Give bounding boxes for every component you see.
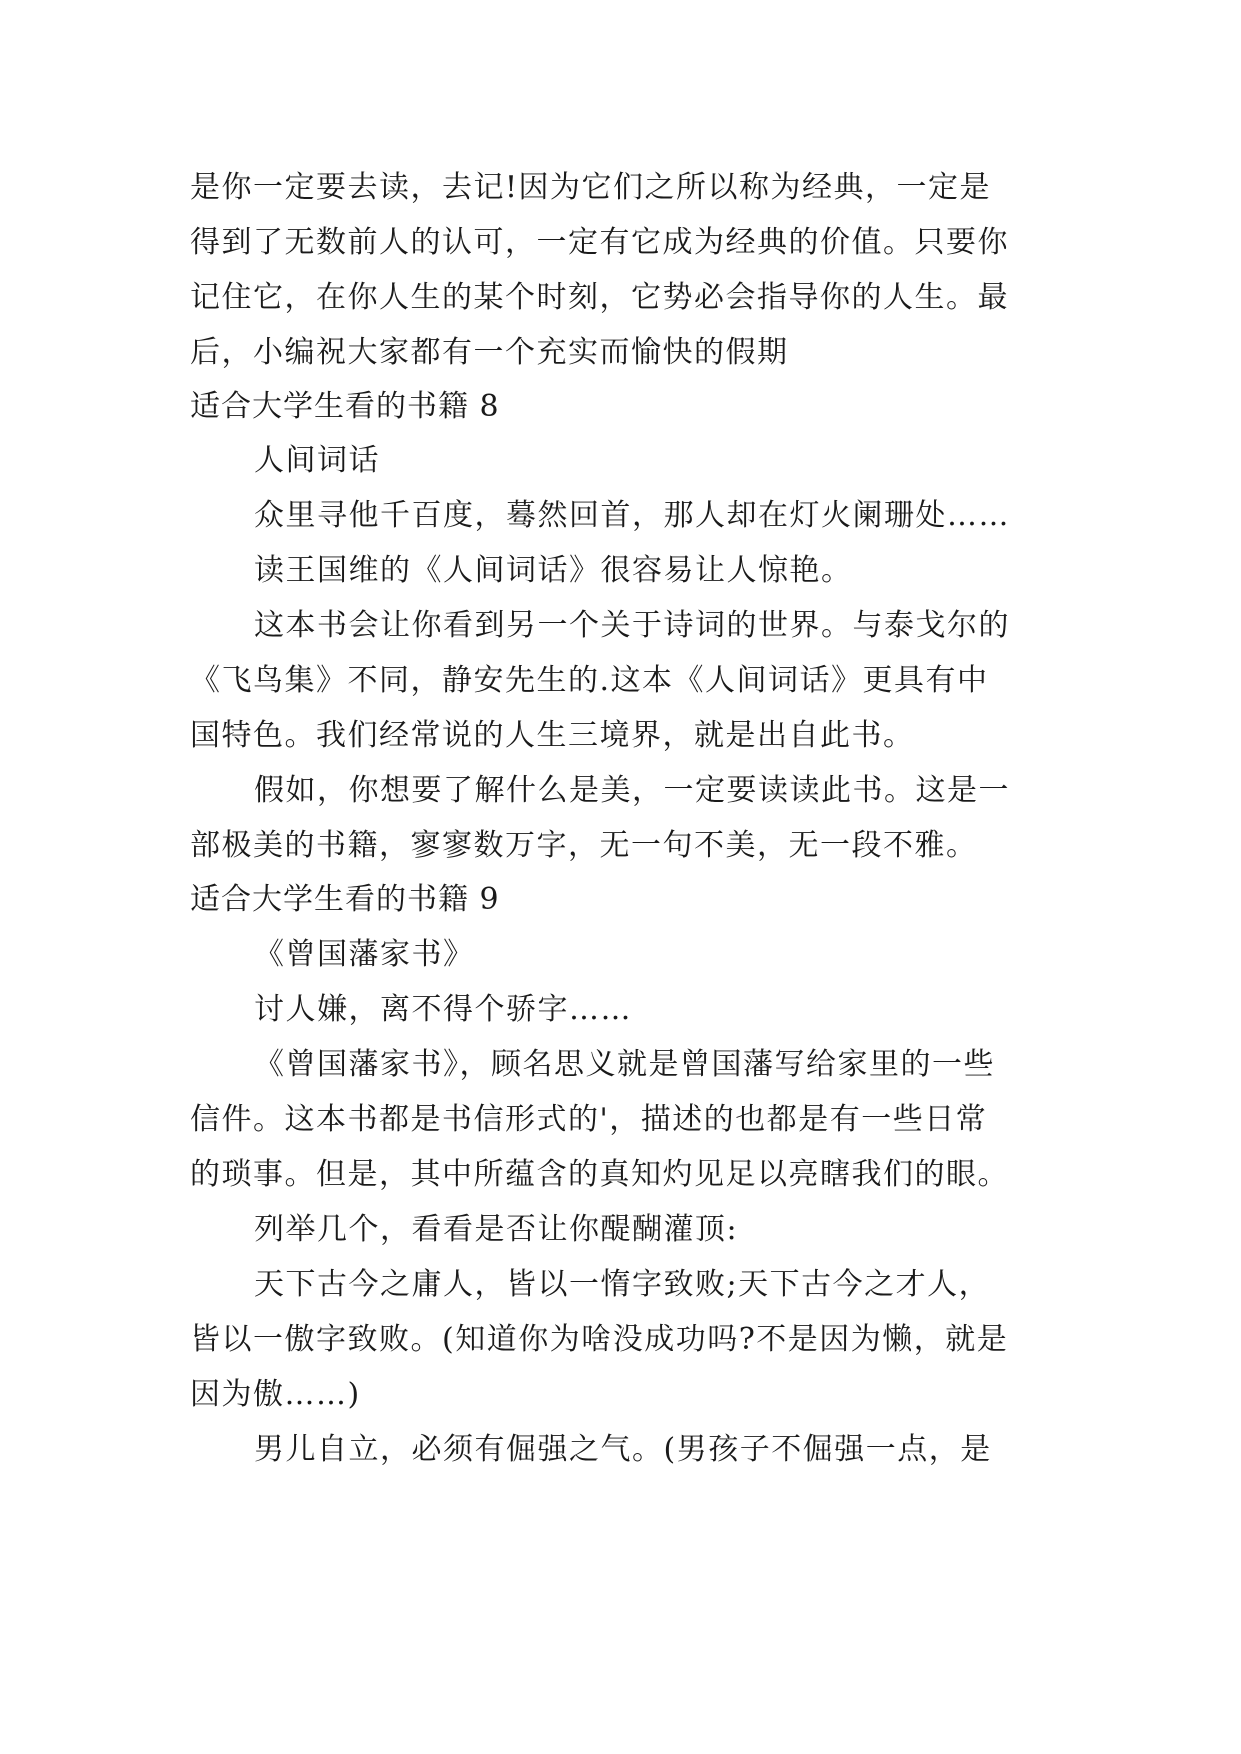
- book-title: 《曾国藩家书》: [254, 937, 475, 972]
- paragraph-line: 《曾国藩家书》，顾名思义就是曾国藩写给家里的一些: [254, 1047, 995, 1082]
- paragraph-line: 记住它，在你人生的某个时刻，它势必会指导你的人生。最: [190, 280, 1009, 315]
- paragraph-line: 国特色。我们经常说的人生三境界，就是出自此书。: [190, 718, 915, 753]
- paragraph-line: 皆以一傲字致败。(知道你为啥没成功吗?不是因为懒，就是: [190, 1322, 1009, 1357]
- section-heading: 适合大学生看的书籍 9: [190, 882, 500, 917]
- paragraph-line: 假如，你想要了解什么是美，一定要读读此书。这是一: [254, 773, 1010, 808]
- paragraph-line: 这本书会让你看到另一个关于诗词的世界。与泰戈尔的: [254, 608, 1010, 643]
- paragraph-line: 后，小编祝大家都有一个充实而愉快的假期: [190, 335, 789, 370]
- paragraph-line: 部极美的书籍，寥寥数万字，无一句不美，无一段不雅。: [190, 828, 978, 863]
- book-title: 人间词话: [254, 443, 380, 478]
- paragraph-line: 因为傲……): [190, 1377, 361, 1412]
- paragraph-line: 《飞鸟集》不同，静安先生的.这本《人间词话》更具有中: [190, 663, 989, 698]
- paragraph-line: 读王国维的《人间词话》很容易让人惊艳。: [254, 553, 853, 588]
- paragraph-line: 众里寻他千百度，蓦然回首，那人却在灯火阑珊处……: [254, 498, 1010, 533]
- paragraph-line: 讨人嫌，离不得个骄字……: [254, 992, 632, 1027]
- paragraph-line: 信件。这本书都是书信形式的'，描述的也都是有一些日常: [190, 1102, 988, 1137]
- paragraph-line: 的琐事。但是，其中所蕴含的真知灼见足以亮瞎我们的眼。: [190, 1157, 1009, 1192]
- paragraph-line: 列举几个，看看是否让你醍醐灌顶:: [254, 1212, 739, 1247]
- paragraph-line: 男儿自立，必须有倔强之气。(男孩子不倔强一点，是: [254, 1432, 992, 1467]
- paragraph-line: 得到了无数前人的认可，一定有它成为经典的价值。只要你: [190, 225, 1009, 260]
- paragraph-line: 是你一定要去读，去记!因为它们之所以称为经典，一定是: [190, 170, 992, 205]
- paragraph-line: 天下古今之庸人，皆以一惰字致败;天下古今之才人，: [254, 1267, 991, 1302]
- section-heading: 适合大学生看的书籍 8: [190, 389, 500, 424]
